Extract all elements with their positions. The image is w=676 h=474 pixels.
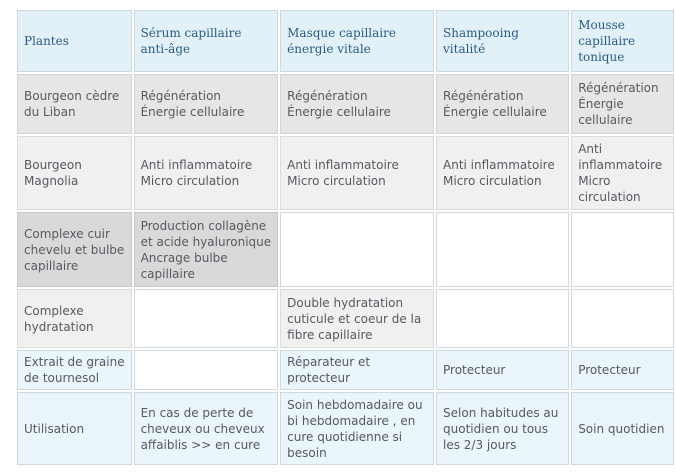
- row-label-cell: Utilisation: [17, 392, 132, 465]
- table-cell: Protecteur: [571, 350, 674, 390]
- table-cell: Anti inflammatoire Micro circulation: [280, 136, 434, 210]
- table-cell: Double hydratation cuticule et coeur de la fibre capillaire: [280, 289, 434, 348]
- table-cell: Régénération Énergie cellulaire: [280, 74, 434, 134]
- row-label-cell: Bourgeon cèdre du Liban: [17, 74, 132, 134]
- table-cell: Réparateur et protecteur: [280, 350, 434, 390]
- table-cell: [436, 212, 569, 287]
- table-row: [17, 136, 674, 210]
- table-cell: Anti inflammatoire Micro circulation: [134, 136, 279, 210]
- table-cell: Production collagène et acide hyaluronique Ancrage bulbe capillaire: [134, 212, 279, 287]
- row-label-cell: Complexe hydratation: [17, 289, 132, 348]
- header-shampooing: Shampooing vitalité: [436, 10, 569, 72]
- header-row: [17, 10, 674, 72]
- table-cell: [571, 289, 674, 348]
- table-row: [17, 392, 674, 465]
- header-plantes: Plantes: [17, 10, 132, 72]
- table-cell: [436, 289, 569, 348]
- table-cell: Soin quotidien: [571, 392, 674, 465]
- table-cell: Selon habitudes au quotidien ou tous les 2/3 jours: [436, 392, 569, 465]
- header-serum: Sérum capillaire anti-âge: [134, 10, 279, 72]
- table-row: [17, 212, 674, 287]
- table-cell: [280, 212, 434, 287]
- table-cell: Anti inflammatoire Micro circulation: [571, 136, 674, 210]
- table-cell: Soin hebdomadaire ou bi hebdomadaire , en cure quotidienne si besoin: [280, 392, 434, 465]
- table-row: [17, 350, 674, 390]
- table-cell: Protecteur: [436, 350, 569, 390]
- table-cell: [134, 289, 279, 348]
- row-label-cell: Complexe cuir chevelu et bulbe capillaire: [17, 212, 132, 287]
- product-plants-table: [15, 8, 676, 467]
- table-cell: [134, 350, 279, 390]
- table-row: [17, 289, 674, 348]
- table-cell: En cas de perte de cheveux ou cheveux affaiblis >> en cure: [134, 392, 279, 465]
- header-mousse: Mousse capillaire tonique: [571, 10, 674, 72]
- table-cell: [571, 212, 674, 287]
- table-cell: Régénération Énergie cellulaire: [134, 74, 279, 134]
- table-cell: Anti inflammatoire Micro circulation: [436, 136, 569, 210]
- table-cell: Régénération Énergie cellulaire: [571, 74, 674, 134]
- row-label-cell: Extrait de graine de tournesol: [17, 350, 132, 390]
- table-row: [17, 74, 674, 134]
- header-masque: Masque capillaire énergie vitale: [280, 10, 434, 72]
- row-label-cell: Bourgeon Magnolia: [17, 136, 132, 210]
- table-cell: Régénération Énergie cellulaire: [436, 74, 569, 134]
